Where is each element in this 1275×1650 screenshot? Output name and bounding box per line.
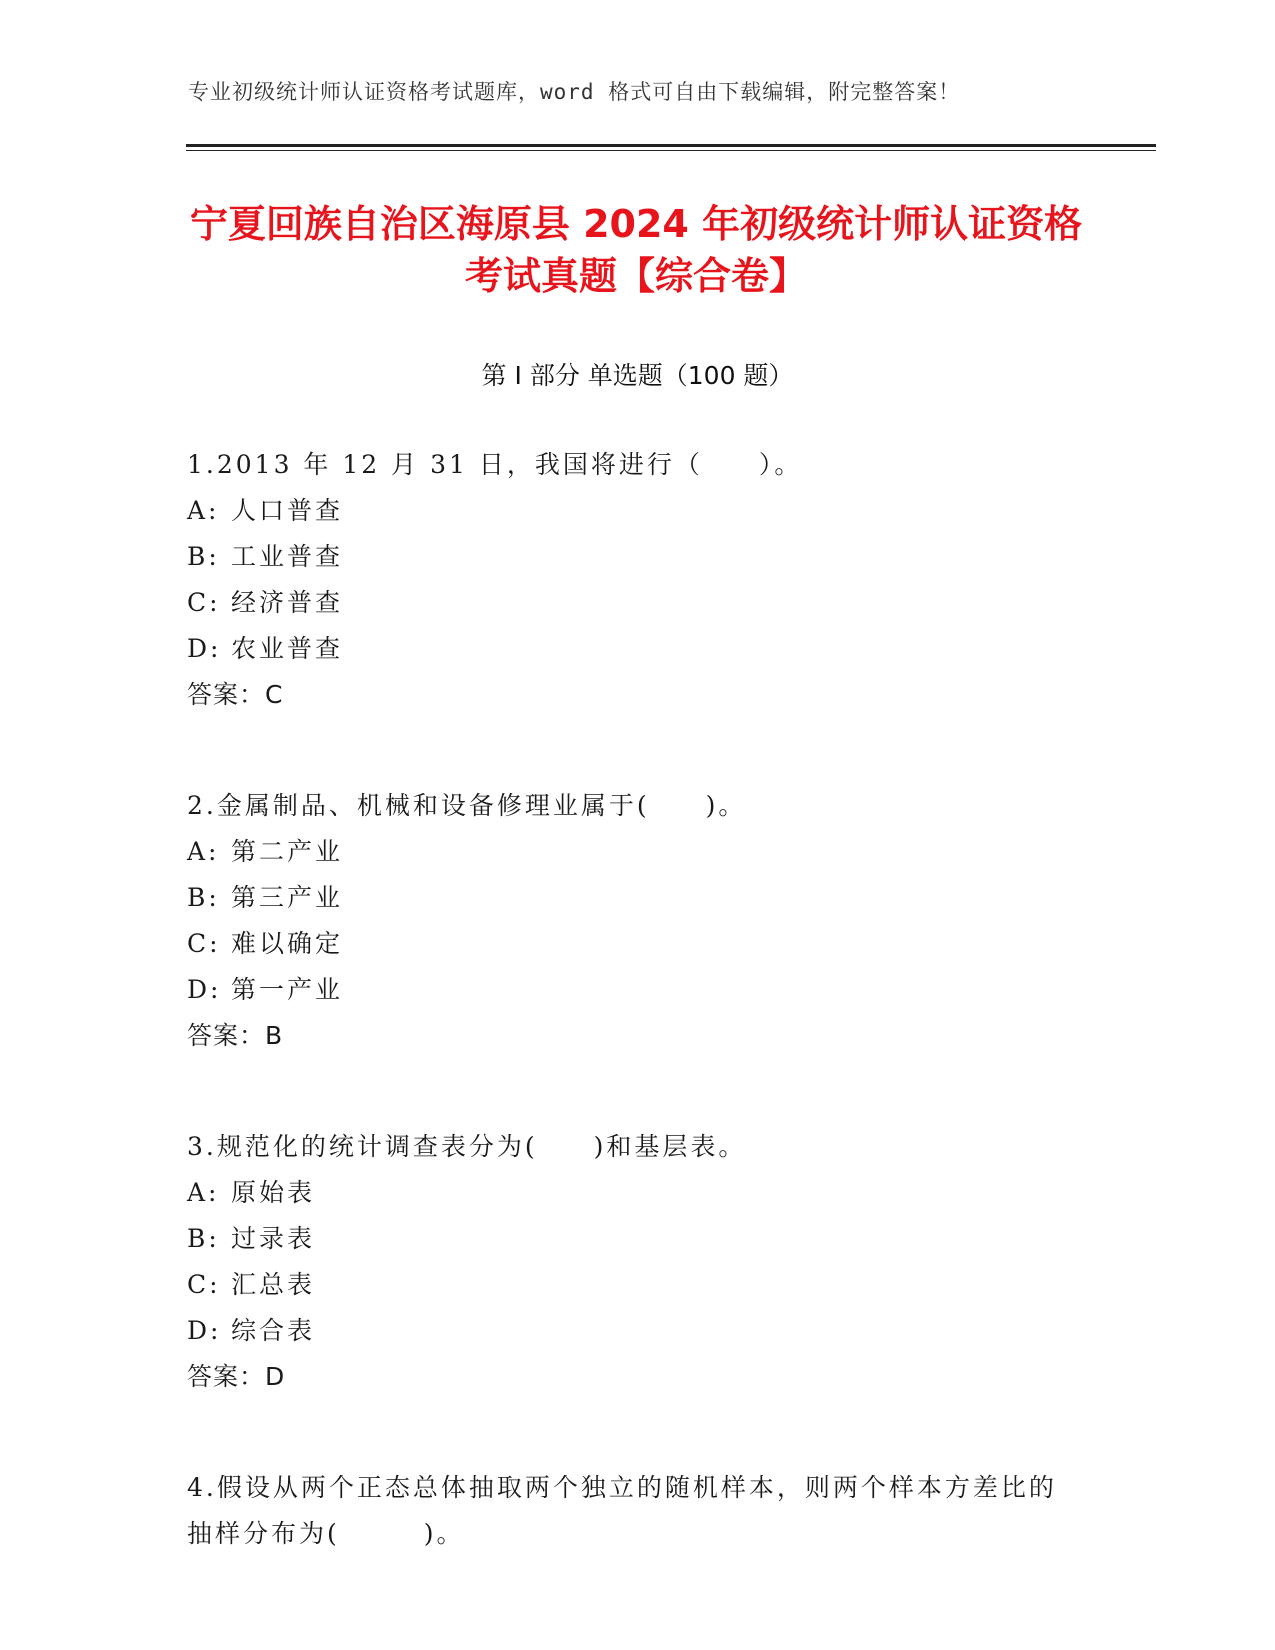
- option-text: 人口普查: [231, 496, 344, 525]
- header-rule-thick: [186, 144, 1156, 147]
- document-title: 宁夏回族自治区海原县 2024 年初级统计师认证资格考试真题【综合卷】: [189, 202, 1083, 298]
- option-b: [187, 1216, 1087, 1262]
- question-4: [187, 1465, 1087, 1557]
- option-letter: B:: [187, 883, 220, 912]
- option-d: [187, 967, 1087, 1013]
- option-letter: A:: [187, 837, 220, 866]
- header-note: 专业初级统计师认证资格考试题库，word 格式可自由下载编辑，附完整答案！: [188, 80, 961, 104]
- question-list: [187, 442, 1087, 1622]
- option-text: 经济普查: [231, 588, 344, 617]
- option-text: 汇总表: [231, 1270, 316, 1299]
- option-d: [187, 626, 1087, 672]
- question-stem: 4.假设从两个正态总体抽取两个独立的随机样本，则两个样本方差比的抽样分布为( )。: [187, 1473, 1057, 1548]
- question-2: [187, 783, 1087, 1059]
- option-letter: D:: [187, 1316, 222, 1345]
- option-a: [187, 488, 1087, 534]
- option-a: [187, 1170, 1087, 1216]
- option-text: 难以确定: [231, 929, 344, 958]
- option-text: 第一产业: [231, 975, 344, 1004]
- option-letter: C:: [187, 1270, 221, 1299]
- option-c: [187, 921, 1087, 967]
- option-d: [187, 1308, 1087, 1354]
- option-text: 农业普查: [231, 634, 344, 663]
- option-letter: D:: [187, 975, 222, 1004]
- question-stem: 1.2013 年 12 月 31 日，我国将进行（ ）。: [187, 450, 803, 479]
- option-letter: A:: [187, 1178, 220, 1207]
- option-a: [187, 829, 1087, 875]
- answer-line: 答案：D: [187, 1362, 286, 1391]
- option-letter: C:: [187, 588, 221, 617]
- answer-line: 答案：C: [187, 680, 284, 709]
- option-letter: A:: [187, 496, 220, 525]
- question-1: [187, 442, 1087, 718]
- header-rule-thin: [186, 150, 1156, 151]
- option-text: 第二产业: [231, 837, 344, 866]
- question-stem: 3.规范化的统计调查表分为( )和基层表。: [187, 1132, 747, 1161]
- option-c: [187, 1262, 1087, 1308]
- option-letter: C:: [187, 929, 221, 958]
- option-c: [187, 580, 1087, 626]
- answer-line: 答案：B: [187, 1021, 284, 1050]
- option-letter: B:: [187, 542, 220, 571]
- option-text: 过录表: [231, 1224, 316, 1253]
- question-3: [187, 1124, 1087, 1400]
- option-text: 第三产业: [231, 883, 344, 912]
- option-b: [187, 534, 1087, 580]
- section-heading: 第 I 部分 单选题（100 题）: [481, 361, 794, 390]
- question-stem: 2.金属制品、机械和设备修理业属于( )。: [187, 791, 747, 820]
- option-letter: D:: [187, 634, 222, 663]
- option-text: 综合表: [231, 1316, 316, 1345]
- option-b: [187, 875, 1087, 921]
- option-text: 工业普查: [231, 542, 344, 571]
- option-letter: B:: [187, 1224, 220, 1253]
- option-text: 原始表: [231, 1178, 316, 1207]
